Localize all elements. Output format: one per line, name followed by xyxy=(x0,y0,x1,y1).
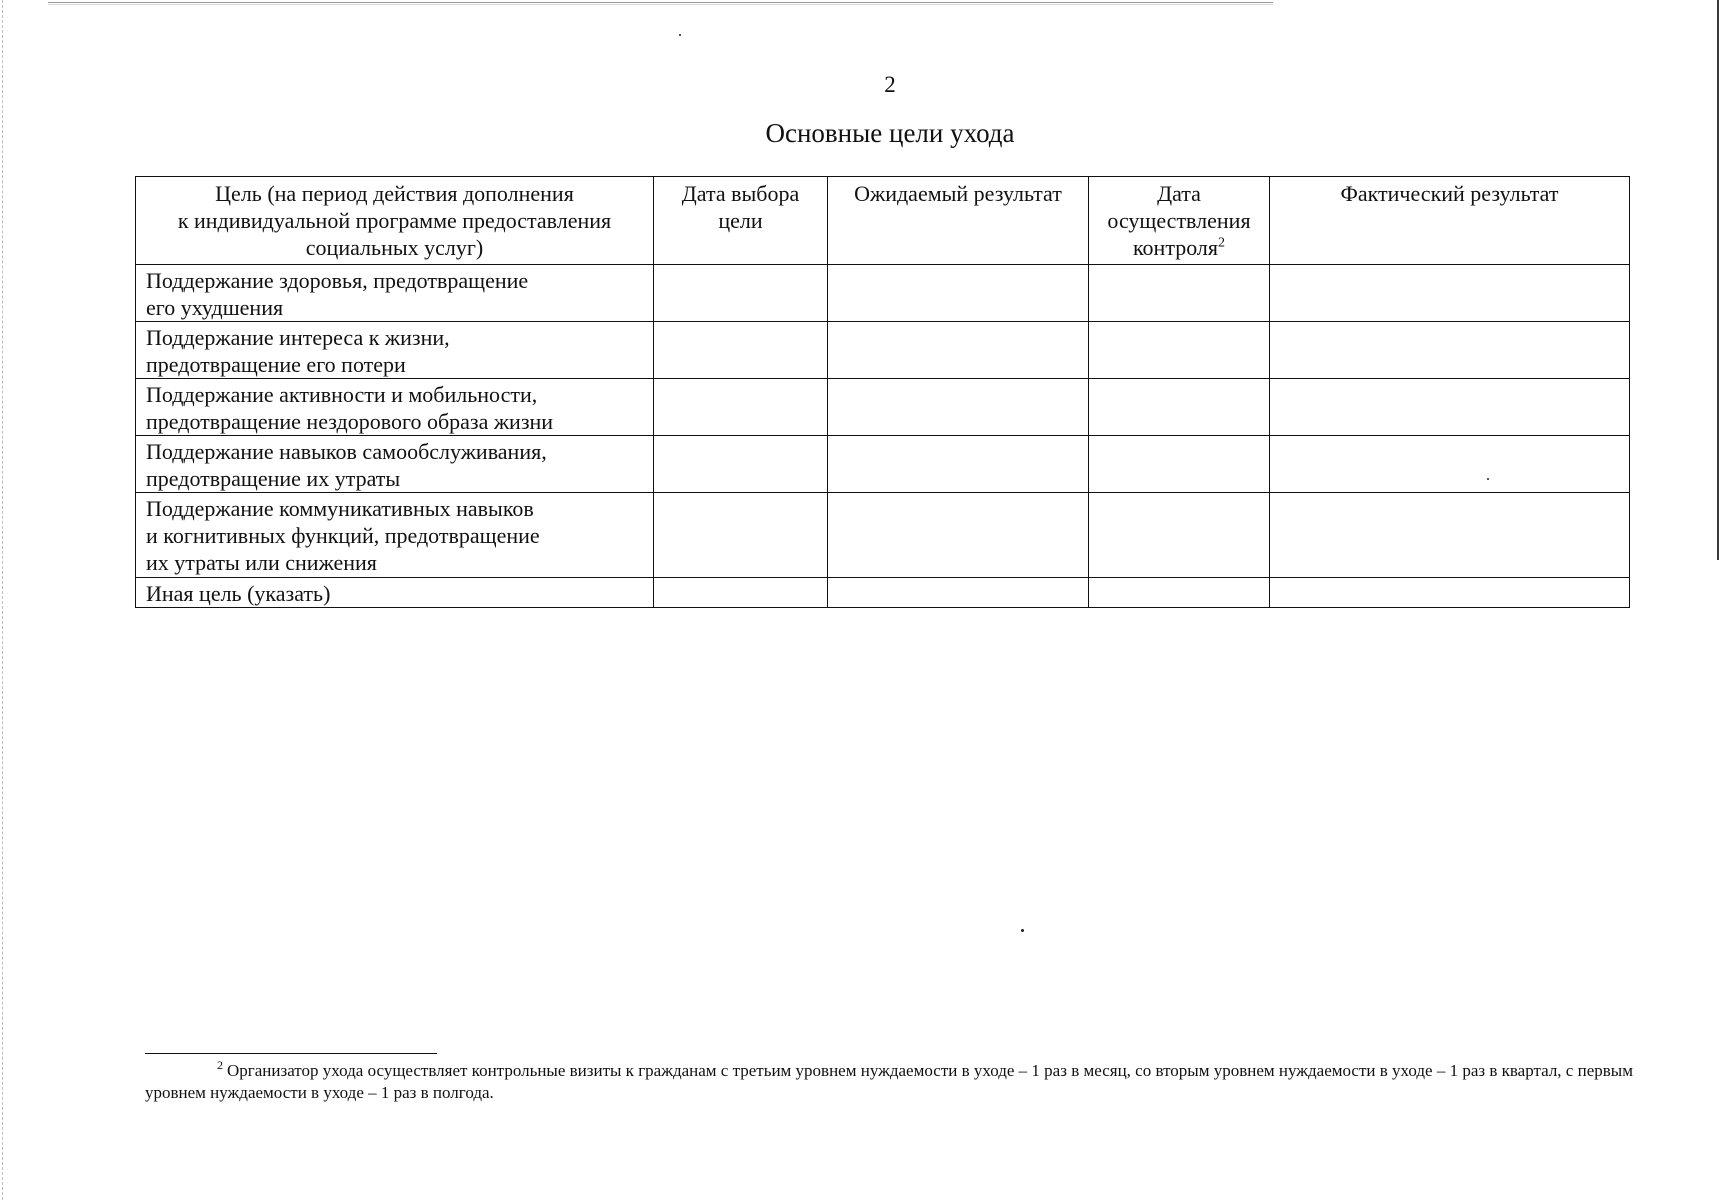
goal-cell: Поддержание навыков самообслуживания, предотвращение их утраты xyxy=(136,436,654,493)
actual-result-cell[interactable] xyxy=(1270,436,1630,493)
selection-date-cell[interactable] xyxy=(654,379,828,436)
goal-cell: Иная цель (указать) xyxy=(136,578,654,608)
actual-result-cell[interactable] xyxy=(1270,578,1630,608)
header-expected-result: Ожидаемый результат xyxy=(828,177,1089,265)
actual-result-cell[interactable] xyxy=(1270,493,1630,578)
expected-result-cell[interactable] xyxy=(828,265,1089,322)
control-date-cell[interactable] xyxy=(1089,322,1270,379)
scan-speck xyxy=(1021,929,1024,932)
control-date-cell[interactable] xyxy=(1089,265,1270,322)
page-title: Основные цели ухода xyxy=(765,118,1015,148)
selection-date-cell[interactable] xyxy=(654,493,828,578)
expected-result-cell[interactable] xyxy=(828,379,1089,436)
control-date-cell[interactable] xyxy=(1089,493,1270,578)
expected-result-cell[interactable] xyxy=(828,436,1089,493)
selection-date-cell[interactable] xyxy=(654,578,828,608)
selection-date-cell[interactable] xyxy=(654,322,828,379)
footnote-separator xyxy=(145,1053,437,1054)
control-date-cell[interactable] xyxy=(1089,578,1270,608)
actual-result-cell[interactable] xyxy=(1270,265,1630,322)
actual-result-cell[interactable] xyxy=(1270,322,1630,379)
footnote-ref: 2 xyxy=(1218,235,1226,251)
selection-date-cell[interactable] xyxy=(654,265,828,322)
expected-result-cell[interactable] xyxy=(828,578,1089,608)
expected-result-cell[interactable] xyxy=(828,322,1089,379)
table-row xyxy=(136,436,1630,493)
scan-top-rule xyxy=(48,2,1273,3)
goal-cell: Поддержание коммуникативных навыков и когнитивных функций, предотвращение их утраты или снижения xyxy=(136,493,654,578)
page-number: 2 xyxy=(884,72,896,97)
table-row xyxy=(136,379,1630,436)
footnote-text: Организатор ухода осуществляет контрольные визиты к гражданам с третьим уровнем нуждаемости в уходе – 1 раз в месяц, со вторым уровнем нуждаемости в уходе – 1 раз в квартал, с первым уровнем нуждаемости в уходе – 1 раз в полгода. xyxy=(145,1061,1633,1102)
scan-left-edge xyxy=(2,0,3,1200)
scan-top-rule-shadow xyxy=(48,4,1273,5)
header-control-date: Дата осуществления контроля$^2$ xyxy=(1089,177,1270,265)
goal-cell: Поддержание здоровья, предотвращение его ухудшения xyxy=(136,265,654,322)
selection-date-cell[interactable] xyxy=(654,436,828,493)
table-header-row xyxy=(136,177,1630,265)
care-goals-table xyxy=(135,176,1630,608)
goal-cell: Поддержание интереса к жизни, предотвращение его потери xyxy=(136,322,654,379)
scan-right-edge xyxy=(1717,0,1719,560)
scan-speck xyxy=(679,34,681,36)
control-date-cell[interactable] xyxy=(1089,436,1270,493)
header-goal: Цель (на период действия дополнения к индивидуальной программе предоставления социальных услуг) xyxy=(136,177,654,265)
header-selection-date: Дата выбора цели xyxy=(654,177,828,265)
table-row xyxy=(136,322,1630,379)
table-row xyxy=(136,265,1630,322)
expected-result-cell[interactable] xyxy=(828,493,1089,578)
footnote-mark: 2 xyxy=(217,1058,223,1073)
header-actual-result: Фактический результат xyxy=(1270,177,1630,265)
goal-cell: Поддержание активности и мобильности, предотвращение нездорового образа жизни xyxy=(136,379,654,436)
table-row xyxy=(136,578,1630,608)
footnote xyxy=(145,1060,1645,1104)
actual-result-cell[interactable] xyxy=(1270,379,1630,436)
table-row xyxy=(136,493,1630,578)
control-date-cell[interactable] xyxy=(1089,379,1270,436)
